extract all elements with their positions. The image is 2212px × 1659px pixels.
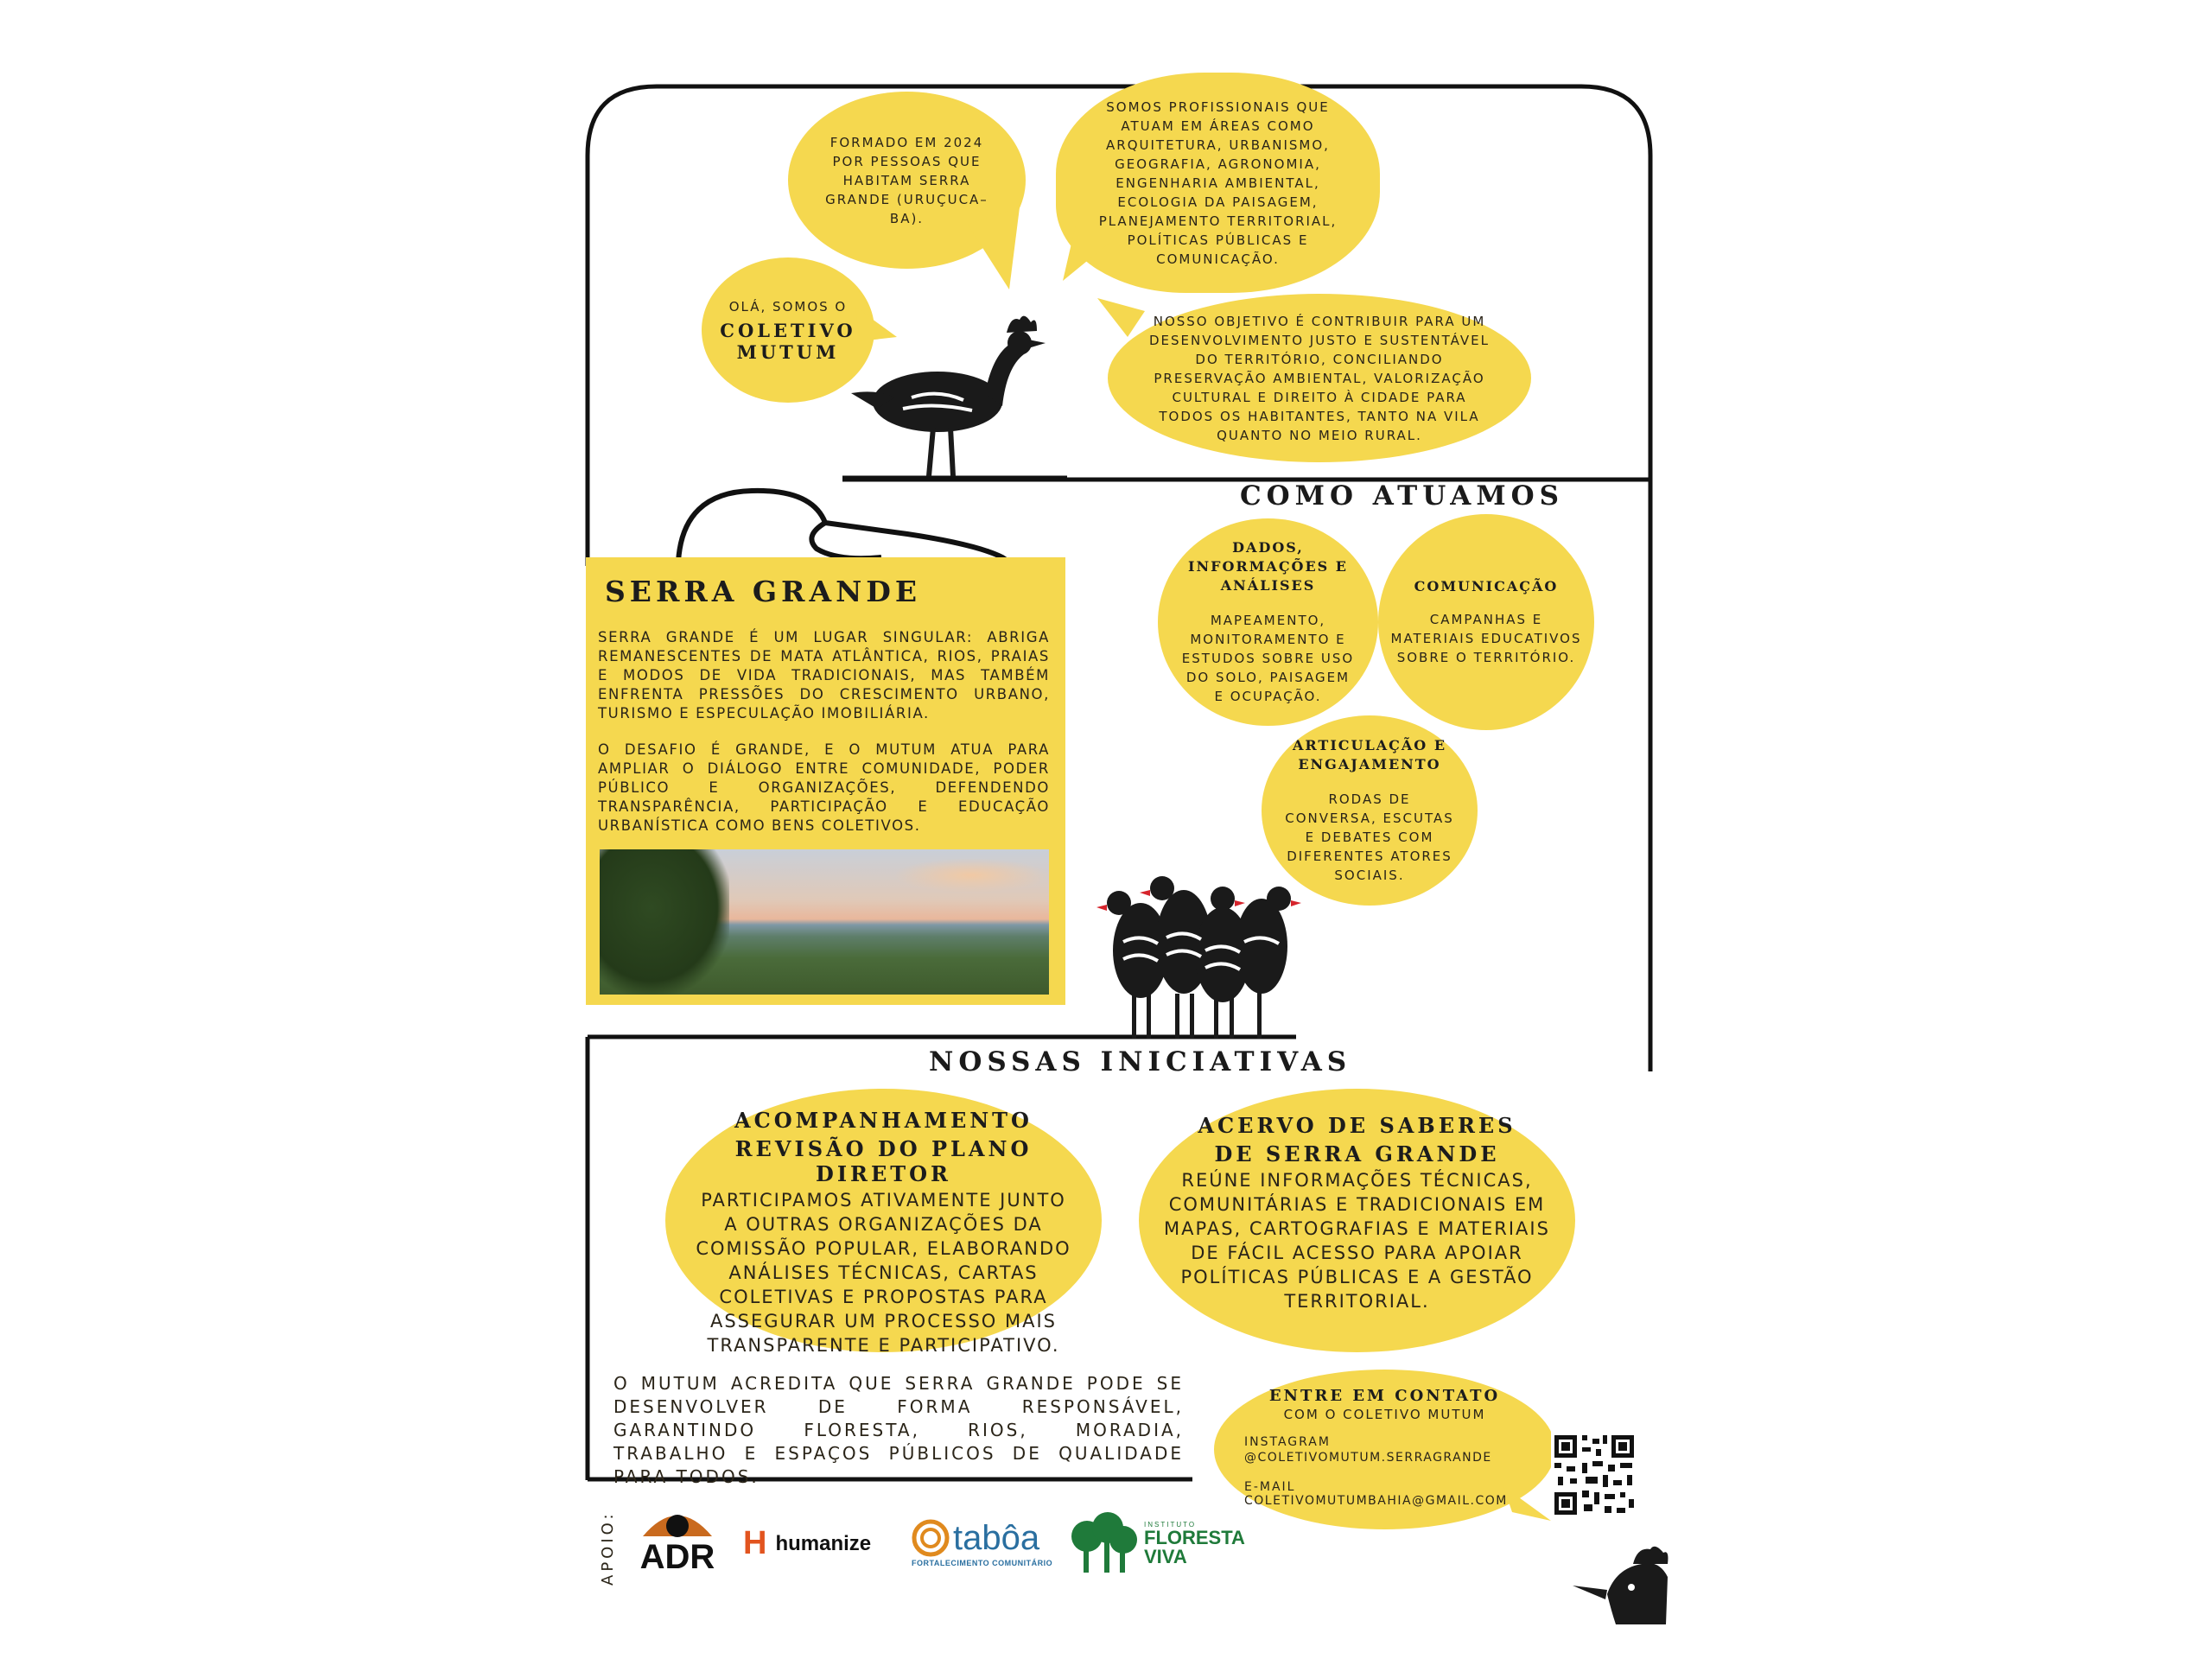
approach-data-title: DADOS, INFORMAÇÕES E ANÁLISES xyxy=(1187,539,1348,594)
greeting-prefix: OLÁ, SOMOS O xyxy=(728,299,848,315)
tree-icon xyxy=(1070,1512,1139,1574)
initiative-plano-diretor-title-2: REVISÃO DO PLANO DIRETOR xyxy=(734,1136,1033,1186)
mutum-bird-icon xyxy=(842,307,1067,480)
approach-data-text: MAPEAMENTO, MONITORAMENTO E ESTUDOS SOBRE USO DO SOLO, PAISAGEM E OCUPAÇÃO. xyxy=(1181,613,1355,704)
humanize-logo xyxy=(743,1525,871,1562)
contact-subtitle: COM O COLETIVO MUTUM xyxy=(1283,1407,1486,1422)
taboa-subtitle: FORTALECIMENTO COMUNITÁRIO xyxy=(912,1559,1053,1567)
humanize-text: humanize xyxy=(775,1531,872,1555)
serra-grande-title: SERRA GRANDE xyxy=(604,575,922,608)
closing-statement: O MUTUM ACREDITA QUE SERRA GRANDE PODE SE DESENVOLVER DE FORMA RESPONSÁVEL, GARANTINDO FLORESTA, RIOS, MORADIA, TRABALHO E ESPAÇOS PÚBLICOS DE QUALIDADE PARA TODOS. xyxy=(613,1373,1184,1487)
floresta-viva-line1: FLORESTA xyxy=(1144,1526,1245,1548)
floresta-viva-logo xyxy=(1070,1512,1245,1574)
initiative-acervo-bubble xyxy=(1139,1089,1575,1352)
como-atuamos-title: COMO ATUAMOS xyxy=(1240,480,1565,512)
objective-bubble xyxy=(1108,294,1531,462)
initiative-acervo-text: REÚNE INFORMAÇÕES TÉCNICAS, COMUNITÁRIAS E TRADICIONAIS EM MAPAS, CARTOGRAFIAS E MATERIAIS DE FÁCIL ACESSO PARA APOIAR POLÍTICAS PÚBLICAS E A GESTÃO TERRITORIAL. xyxy=(1164,1170,1550,1312)
adr-text: ADR xyxy=(639,1538,715,1576)
objective-text: NOSSO OBJETIVO É CONTRIBUIR PARA UM DESENVOLVIMENTO JUSTO E SUSTENTÁVEL DO TERRITÓRIO, CONCILIANDO PRESERVAÇÃO AMBIENTAL, VALORIZAÇÃO CULTURAL E DIREITO À CIDADE PARA TODOS OS HABITANTES, TANTO NA VILA QUANTO NO MEIO RURAL. xyxy=(1148,313,1490,443)
taboa-logo xyxy=(912,1519,1052,1567)
professionals-text: SOMOS PROFISSIONAIS QUE ATUAM EM ÁREAS COMO ARQUITETURA, URBANISMO, GEOGRAFIA, AGRONOMIA, ENGENHARIA AMBIENTAL, ECOLOGIA DA PAISAGEM, PLANEJAMENTO TERRITORIAL, POLÍTICAS PÚBLICAS E COMUNICAÇÃO. xyxy=(1098,99,1338,267)
initiative-acervo-title-1: ACERVO DE SABERES xyxy=(1198,1113,1516,1138)
email-address[interactable]: COLETIVOMUTUMBAHIA@GMAIL.COM xyxy=(1244,1494,1508,1508)
adr-logo xyxy=(639,1502,715,1574)
mutum-flock-icon xyxy=(1093,873,1318,1041)
mutum-head-icon xyxy=(1573,1542,1676,1624)
qr-code-icon[interactable] xyxy=(1551,1432,1637,1518)
collective-name-2: MUTUM xyxy=(736,341,840,363)
email-label: E-MAIL xyxy=(1244,1480,1296,1494)
serra-grande-paragraph-1: SERRA GRANDE É UM LUGAR SINGULAR: ABRIGA REMANESCENTES DE MATA ATLÂNTICA, RIOS, PRAIAS E MODOS DE VIDA TRADICIONAIS, MAS TAMBÉM ENFRENTA PRESSÕES DO CRESCIMENTO URBANO, TURISMO E ESPECULAÇÃO IMOBILIÁRIA. xyxy=(598,629,1050,721)
initiative-plano-diretor-bubble xyxy=(665,1089,1102,1356)
floresta-viva-prefix: INSTITUTO xyxy=(1144,1520,1197,1529)
collective-name: COLETIVO xyxy=(720,320,856,341)
contact-title: ENTRE EM CONTATO xyxy=(1268,1387,1501,1405)
approach-engagement-title: ARTICULAÇÃO E ENGAJAMENTO xyxy=(1292,737,1447,772)
instagram-handle[interactable]: @COLETIVOMUTUM.SERRAGRANDE xyxy=(1244,1451,1492,1465)
professionals-bubble-tail xyxy=(1058,225,1119,285)
formed-bubble-tail xyxy=(968,207,1028,294)
taboa-spiral-icon xyxy=(912,1519,950,1557)
adr-eye-icon xyxy=(639,1502,715,1540)
iniciativas-title: NOSSAS INICIATIVAS xyxy=(929,1046,1352,1077)
floresta-viva-line2: VIVA xyxy=(1144,1545,1187,1567)
initiative-acervo-title-2: DE SERRA GRANDE xyxy=(1214,1141,1500,1166)
apoio-label: APOIO: xyxy=(599,1510,617,1586)
landscape-photo xyxy=(600,849,1049,995)
initiative-plano-diretor-text: PARTICIPAMOS ATIVAMENTE JUNTO A OUTRAS ORGANIZAÇÕES DA COMISSÃO POPULAR, ELABORANDO ANÁLISES TÉCNICAS, CARTAS COLETIVAS E PROPOSTAS PARA ASSEGURAR UM PROCESSO MAIS TRANSPARENTE E PARTICIPATIVO. xyxy=(696,1190,1071,1356)
taboa-text: tabôa xyxy=(953,1519,1040,1557)
formed-text: FORMADO EM 2024 POR PESSOAS QUE HABITAM SERRA GRANDE (URUÇUCA–BA). xyxy=(825,134,988,226)
approach-engagement-text: RODAS DE CONVERSA, ESCUTAS E DEBATES COM DIFERENTES ATORES SOCIAIS. xyxy=(1285,791,1454,883)
approach-communication-bubble xyxy=(1378,514,1594,730)
approach-communication-text: CAMPANHAS E MATERIAIS EDUCATIVOS SOBRE O TERRITÓRIO. xyxy=(1390,611,1582,665)
approach-data-bubble xyxy=(1158,518,1378,726)
approach-communication-title: COMUNICAÇÃO xyxy=(1414,577,1559,594)
serra-grande-paragraph-2: O DESAFIO É GRANDE, E O MUTUM ATUA PARA AMPLIAR O DIÁLOGO ENTRE COMUNIDADE, PODER PÚBLICO E ORGANIZAÇÕES, DEFENDENDO TRANSPARÊNCIA, PARTICIPAÇÃO E EDUCAÇÃO URBANÍSTICA COMO BENS COLETIVOS. xyxy=(598,741,1050,834)
objective-bubble-tail xyxy=(1097,294,1149,346)
serra-grande-panel xyxy=(586,557,1065,1005)
humanize-mark-icon: H xyxy=(743,1525,767,1561)
contact-bubble-tail xyxy=(1503,1486,1555,1538)
initiative-plano-diretor-title-1: ACOMPANHAMENTO xyxy=(734,1108,1033,1133)
instagram-label: INSTAGRAM xyxy=(1244,1435,1331,1449)
